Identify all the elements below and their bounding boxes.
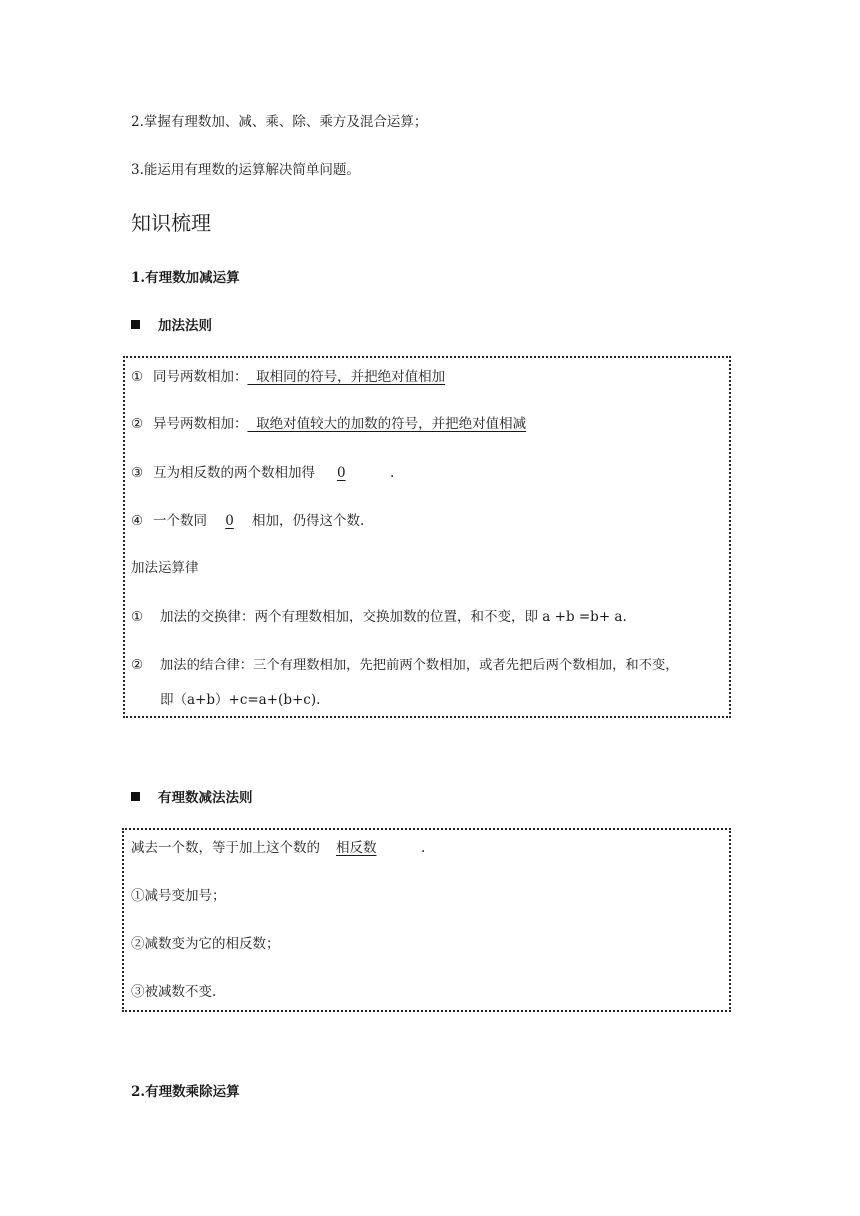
objective-3: 3.能运用有理数的运算解决简单问题。	[131, 162, 360, 178]
addition-law-2-formula: 即（a+b）+c=a+(b+c).	[160, 692, 321, 708]
square-bullet-icon	[131, 792, 140, 801]
answer-blank: 相反数	[336, 840, 377, 856]
addition-law-2: ② 加法的结合律：三个有理数相加，先把前两个数相加，或者先把后两个数相加，和不变，	[131, 658, 679, 673]
addition-rule-3: ③ 互为相反数的两个数相加得 0 .	[131, 465, 395, 481]
addition-rule-2: ② 异号两数相加： 取绝对值较大的加数的符号，并把绝对值相减	[131, 416, 527, 432]
subtraction-rules-heading: 有理数减法法则	[131, 788, 253, 808]
answer-blank: 0	[225, 513, 234, 529]
addition-rules-heading: 加法法则	[131, 316, 212, 336]
subtraction-step-2: ②减数变为它的相反数；	[131, 936, 280, 952]
section2-title: 2.有理数乘除运算	[131, 1084, 240, 1100]
section-title: 知识梳理	[131, 211, 211, 235]
addition-law-1: ① 加法的交换律：两个有理数相加，交换加数的位置，和不变，即 a +b =b+ a.	[131, 609, 627, 625]
subtraction-intro: 减去一个数，等于加上这个数的 相反数 .	[131, 840, 426, 856]
answer-blank: 取绝对值较大的加数的符号，并把绝对值相减	[247, 416, 527, 432]
subtraction-step-1: ①减号变加号；	[131, 888, 226, 904]
square-bullet-icon	[131, 320, 140, 329]
addition-rule-1: ① 同号两数相加： 取相同的符号，并把绝对值相加	[131, 369, 446, 385]
addition-rule-4: ④ 一个数同 0 相加，仍得这个数.	[131, 513, 365, 529]
answer-blank: 取相同的符号，并把绝对值相加	[247, 369, 446, 385]
addition-laws-heading: 加法运算律	[131, 560, 199, 576]
objective-2: 2.掌握有理数加、减、乘、除、乘方及混合运算；	[131, 114, 428, 130]
section1-title: 1.有理数加减运算	[131, 270, 240, 286]
answer-blank: 0	[337, 465, 346, 481]
subtraction-step-3: ③被减数不变.	[131, 984, 217, 1000]
